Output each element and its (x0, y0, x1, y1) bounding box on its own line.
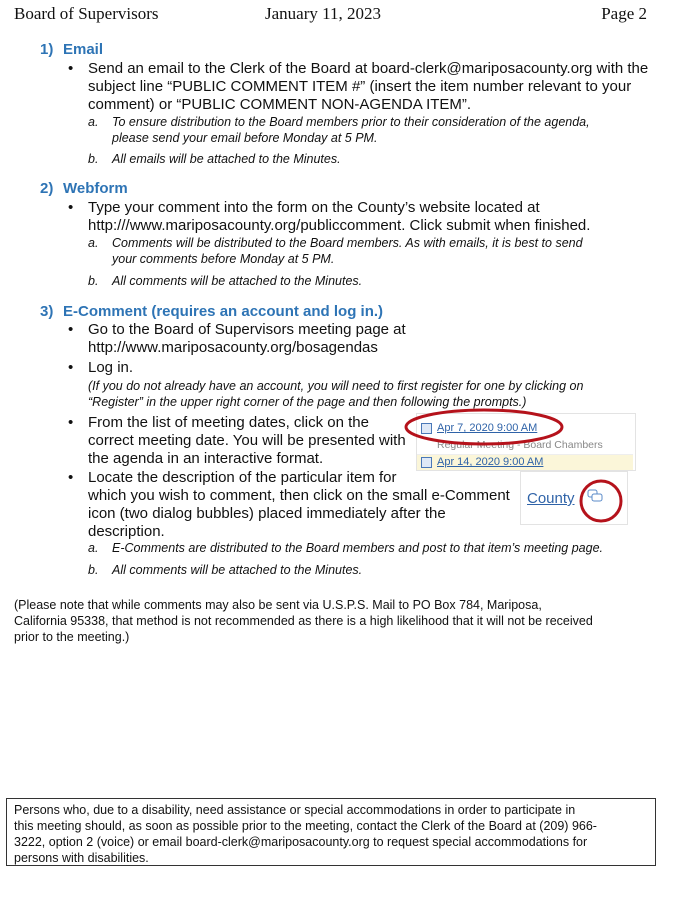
note-line: (If you do not already have an account, you will need to first register for one by clicking on (88, 379, 584, 393)
bullet-dot-icon: • (68, 414, 74, 431)
bullet-line: which you wish to comment, then click on the small e-Comment (88, 487, 510, 504)
mail-note (14, 597, 654, 645)
header-page: Page 2 (601, 4, 647, 23)
header-date: January 11, 2023 (265, 4, 381, 23)
sub-line: E-Comments are distributed to the Board members and post to that item’s meeting page. (112, 541, 603, 555)
meeting-row (417, 454, 633, 470)
header-org: Board of Supervisors (14, 4, 159, 23)
notice-line: this meeting should, as soon as possible prior to the meeting, contact the Clerk of the Board at (209) 966- (14, 819, 597, 833)
notice-line: Persons who, due to a disability, need assistance or special accommodations in order to participate in (14, 803, 576, 817)
bullet-line: icon (two dialog bubbles) placed immediately after the (88, 505, 446, 522)
bullet-line: description. (88, 523, 165, 540)
bullet-line: http://www.mariposacounty.org/bosagendas (88, 339, 378, 356)
mail-note-line: California 95338, that method is not recommended as there is a high likelihood that it will not be received (14, 614, 593, 628)
bullet-dot-icon: • (68, 199, 74, 216)
mail-note-line: (Please note that while comments may also be sent via U.S.P.S. Mail to PO Box 784, Mariposa, (14, 598, 542, 612)
meeting-date-link[interactable]: Apr 14, 2020 9:00 AM (437, 456, 544, 468)
bullet-line: the agenda in an interactive format. (88, 450, 324, 467)
sub-line: All comments will be attached to the Minutes. (112, 563, 363, 577)
bullet-line: comment) or “PUBLIC COMMENT NON-AGENDA ITEM”. (88, 96, 472, 113)
bullet-line: correct meeting date. You will be presented with (88, 432, 406, 449)
bullet-dot-icon: • (68, 359, 74, 376)
bullet-dot-icon: • (68, 321, 74, 338)
section-ecomment-heading (40, 303, 383, 320)
sub-letter: b. (88, 274, 99, 288)
sub-line: your comments before Monday at 5 PM. (112, 252, 335, 266)
bullet-line: Go to the Board of Supervisors meeting page at (88, 321, 406, 338)
bullet-line: Log in. (88, 359, 134, 376)
sub-line: All emails will be attached to the Minutes. (112, 152, 341, 166)
agenda-item-link[interactable]: County (527, 490, 575, 507)
section-number: 3) (40, 303, 54, 320)
sub-line: To ensure distribution to the Board members prior to their consideration of the agenda, (112, 115, 590, 129)
bullet-line: From the list of meeting dates, click on the (88, 414, 369, 431)
sub-line: All comments will be attached to the Minutes. (112, 274, 363, 288)
bullet-dot-icon: • (68, 60, 74, 77)
section-title: Email (63, 41, 104, 58)
sub-letter: b. (88, 563, 99, 577)
sub-line: Comments will be distributed to the Board members. As with emails, it is best to send (112, 236, 583, 250)
bullet-line: http:///www.mariposacounty.org/publiccomment. Click submit when finished. (88, 217, 591, 234)
mail-note-line: prior to the meeting.) (14, 630, 130, 644)
highlight-ellipse-icon (404, 406, 564, 448)
section-number: 2) (40, 180, 54, 197)
sub-line: please send your email before Monday at 5 PM. (112, 131, 378, 145)
bullet-line: Send an email to the Clerk of the Board at board-clerk@mariposacounty.org with the (88, 60, 649, 77)
note-line: “Register” in the upper right corner of the page and then following the prompts.) (88, 395, 527, 409)
bullet-dot-icon: • (68, 469, 74, 486)
section-number: 1) (40, 41, 54, 58)
section-email-heading (40, 41, 103, 58)
meeting-location: Regular Meeting - Board Chambers (437, 439, 603, 451)
calendar-icon (421, 457, 432, 468)
notice-line: persons with disabilities. (14, 851, 149, 865)
meeting-date-link[interactable]: Apr 7, 2020 9:00 AM (437, 422, 538, 434)
bullet-line: subject line “PUBLIC COMMENT ITEM #” (insert the item number relevant to your (88, 78, 632, 95)
highlight-circle-icon (578, 479, 626, 525)
section-title: E-Comment (requires an account and log in.) (63, 303, 384, 320)
sub-letter: b. (88, 152, 99, 166)
sub-letter: a. (88, 236, 99, 250)
section-webform-heading (40, 180, 128, 197)
section-title: Webform (63, 180, 128, 197)
notice-line: 3222, option 2 (voice) or email board-clerk@mariposacounty.org to request special accommodations for (14, 835, 588, 849)
accessibility-notice (6, 798, 656, 866)
bullet-line: Locate the description of the particular item for (88, 469, 397, 486)
bullet-line: Type your comment into the form on the County’s website located at (88, 199, 540, 216)
sub-letter: a. (88, 115, 99, 129)
sub-letter: a. (88, 541, 99, 555)
